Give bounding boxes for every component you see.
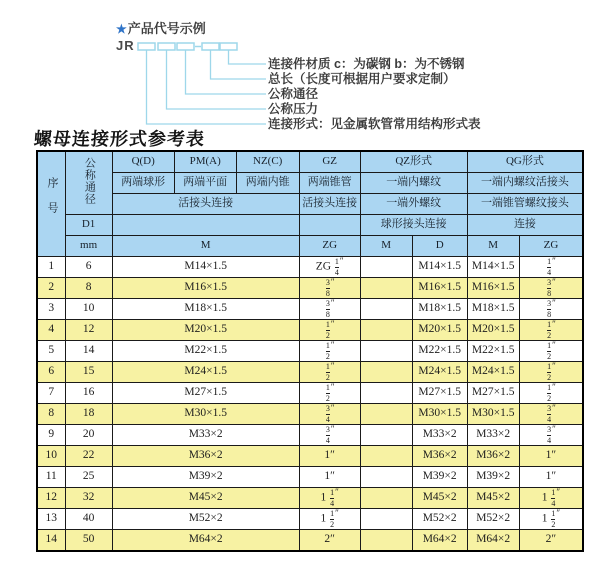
header-qg-zg: ZG <box>519 236 583 257</box>
table-row <box>37 530 583 552</box>
cell-dn: 6 <box>65 257 112 278</box>
cell-qg_m: M64×2 <box>467 530 519 552</box>
cell-m: M20×1.5 <box>112 320 299 341</box>
header-d1: D1 <box>65 215 112 236</box>
cell-gz: 1 $\frac{1}{4}$ ″ <box>299 488 360 509</box>
cell-m: M16×1.5 <box>112 278 299 299</box>
cell-qg_zg: 1 $\frac{1}{2}$ ″ <box>519 509 583 530</box>
table-row <box>37 383 583 404</box>
cell-seq: 6 <box>37 362 65 383</box>
cell-qg_m: M36×2 <box>467 446 519 467</box>
table-row <box>37 425 583 446</box>
cell-m: M33×2 <box>112 425 299 446</box>
cell-gz: $\frac{1}{2}$ ″ <box>299 320 360 341</box>
code-label-length: 总长（长度可根据用户要求定制） <box>268 72 456 86</box>
cell-qz_m <box>360 404 412 425</box>
header-pm-desc: 两端平面 <box>174 173 236 194</box>
header-qz-desc2: 一端外螺纹 <box>360 194 467 215</box>
cell-seq: 2 <box>37 278 65 299</box>
cell-gz: ZG $\frac{1}{4}$ ″ <box>299 257 360 278</box>
cell-qz_d: M30×1.5 <box>412 404 467 425</box>
cell-qz_m <box>360 362 412 383</box>
code-label-connection: 连接形式：见金属软管常用结构形式表 <box>268 117 481 131</box>
cell-qz_m <box>360 278 412 299</box>
fraction: $\frac{3}{8}$ <box>325 299 330 319</box>
cell-seq: 8 <box>37 404 65 425</box>
cell-m: M30×1.5 <box>112 404 299 425</box>
table-row <box>37 467 583 488</box>
header-qz-d: D <box>412 236 467 257</box>
header-dn <box>65 151 112 215</box>
cell-qg_m: M16×1.5 <box>467 278 519 299</box>
table-row <box>37 341 583 362</box>
table-row <box>37 404 583 425</box>
cell-m: M14×1.5 <box>112 257 299 278</box>
header-union-conn: 活接头连接 <box>112 194 299 215</box>
cell-qz_m <box>360 467 412 488</box>
cell-qg_zg: $\frac{1}{2}$ ″ <box>519 341 583 362</box>
cell-qg_zg: $\frac{1}{2}$ ″ <box>519 383 583 404</box>
table-row <box>37 488 583 509</box>
fraction: $\frac{3}{4}$ <box>325 404 330 424</box>
cell-qz_d: M64×2 <box>412 530 467 552</box>
cell-dn: 10 <box>65 299 112 320</box>
cell-dn: 14 <box>65 341 112 362</box>
header-qg-desc1: 一端内螺纹活接头 <box>467 173 583 194</box>
header-qg-conn: 连接 <box>467 215 583 236</box>
cell-dn: 16 <box>65 383 112 404</box>
header-nz-desc: 两端内锥 <box>236 173 299 194</box>
header-col-nz: NZ(C) <box>236 151 299 173</box>
cell-qg_zg: $\frac{3}{4}$ ″ <box>519 404 583 425</box>
diagram-heading <box>116 18 206 37</box>
cell-m: M27×1.5 <box>112 383 299 404</box>
fraction: $\frac{1}{2}$ <box>325 320 330 340</box>
cell-qg_m: M45×2 <box>467 488 519 509</box>
cell-qg_zg: $\frac{1}{2}$ ″ <box>519 362 583 383</box>
fraction: $\frac{1}{2}$ <box>325 383 330 403</box>
table-body <box>37 257 583 552</box>
cell-gz: $\frac{3}{8}$ ″ <box>299 299 360 320</box>
cell-qg_zg: $\frac{3}{8}$ ″ <box>519 278 583 299</box>
header-empty-mid <box>112 215 299 236</box>
cell-m: M22×1.5 <box>112 341 299 362</box>
cell-seq: 7 <box>37 383 65 404</box>
nut-connection-table <box>36 150 584 552</box>
fraction: $\frac{3}{8}$ <box>325 278 330 298</box>
cell-m: M64×2 <box>112 530 299 552</box>
cell-qg_m: M33×2 <box>467 425 519 446</box>
header-zg: ZG <box>299 236 360 257</box>
cell-seq: 1 <box>37 257 65 278</box>
fraction: $\frac{1}{4}$ <box>330 488 335 508</box>
fraction: $\frac{1}{2}$ <box>330 509 335 529</box>
header-col-q: Q(D) <box>112 151 174 173</box>
cell-dn: 18 <box>65 404 112 425</box>
cell-qg_zg: $\frac{3}{8}$ ″ <box>519 299 583 320</box>
cell-seq: 11 <box>37 467 65 488</box>
cell-m: M52×2 <box>112 509 299 530</box>
fraction: $\frac{3}{8}$ <box>547 278 552 298</box>
header-qg-m: M <box>467 236 519 257</box>
cell-dn: 40 <box>65 509 112 530</box>
fraction: $\frac{1}{4}$ <box>547 257 552 277</box>
cell-m: M18×1.5 <box>112 299 299 320</box>
product-code-diagram <box>0 0 600 140</box>
cell-seq: 12 <box>37 488 65 509</box>
cell-gz: 2″ <box>299 530 360 552</box>
header-mm: mm <box>65 236 112 257</box>
cell-qg_m: M14×1.5 <box>467 257 519 278</box>
header-q-desc: 两端球形 <box>112 173 174 194</box>
code-box-group <box>138 43 237 50</box>
cell-dn: 12 <box>65 320 112 341</box>
cell-m: M39×2 <box>112 467 299 488</box>
cell-gz: 1″ <box>299 446 360 467</box>
cell-dn: 32 <box>65 488 112 509</box>
cell-dn: 50 <box>65 530 112 552</box>
table-row <box>37 446 583 467</box>
header-gz-conn: 活接头连接 <box>299 194 360 215</box>
cell-gz: $\frac{1}{2}$ ″ <box>299 341 360 362</box>
cell-gz: $\frac{3}{4}$ ″ <box>299 425 360 446</box>
cell-qg_m: M30×1.5 <box>467 404 519 425</box>
cell-qz_d: M18×1.5 <box>412 299 467 320</box>
code-label-material: 连接件材质 c：为碳钢 b：为不锈钢 <box>268 57 465 71</box>
cell-qz_d: M14×1.5 <box>412 257 467 278</box>
cell-qz_d: M39×2 <box>412 467 467 488</box>
cell-qz_m <box>360 257 412 278</box>
code-box <box>202 43 219 50</box>
cell-seq: 5 <box>37 341 65 362</box>
cell-qg_m: M52×2 <box>467 509 519 530</box>
code-box <box>138 43 155 50</box>
header-qz-conn: 球形接头连接 <box>360 215 467 236</box>
table-row <box>37 320 583 341</box>
cell-gz: $\frac{3}{4}$ ″ <box>299 404 360 425</box>
fraction: $\frac{1}{2}$ <box>547 341 552 361</box>
cell-qz_d: M27×1.5 <box>412 383 467 404</box>
code-box <box>177 43 194 50</box>
code-label-pressure: 公称压力 <box>268 102 319 116</box>
cell-qz_d: M22×1.5 <box>412 341 467 362</box>
cell-qz_d: M36×2 <box>412 446 467 467</box>
cell-seq: 3 <box>37 299 65 320</box>
fraction: $\frac{1}{2}$ <box>547 362 552 382</box>
cell-qz_m <box>360 320 412 341</box>
cell-gz: $\frac{3}{8}$ ″ <box>299 278 360 299</box>
fraction: $\frac{1}{4}$ <box>551 488 556 508</box>
cell-seq: 4 <box>37 320 65 341</box>
cell-seq: 9 <box>37 425 65 446</box>
header-col-pm: PM(A) <box>174 151 236 173</box>
cell-qz_d: M24×1.5 <box>412 362 467 383</box>
cell-gz: $\frac{1}{2}$ ″ <box>299 362 360 383</box>
cell-qg_m: M18×1.5 <box>467 299 519 320</box>
table-row <box>37 278 583 299</box>
header-seq-label: 序号 <box>46 177 59 228</box>
table-header <box>37 151 583 257</box>
cell-qz_m <box>360 530 412 552</box>
table-title: 螺母连接形式参考表 <box>33 129 206 149</box>
cell-m: M36×2 <box>112 446 299 467</box>
cell-seq: 13 <box>37 509 65 530</box>
fraction: $\frac{3}{4}$ <box>325 425 330 445</box>
fraction: $\frac{1}{2}$ <box>551 509 556 529</box>
cell-qz_m <box>360 446 412 467</box>
cell-qg_zg: $\frac{1}{2}$ ″ <box>519 320 583 341</box>
cell-qz_m <box>360 488 412 509</box>
header-seq <box>37 151 65 257</box>
cell-qz_m <box>360 425 412 446</box>
cell-qg_zg: 1″ <box>519 446 583 467</box>
fraction: $\frac{3}{4}$ <box>547 404 552 424</box>
cell-gz: 1 $\frac{1}{2}$ ″ <box>299 509 360 530</box>
cell-qg_m: M39×2 <box>467 467 519 488</box>
header-empty-gz <box>299 215 360 236</box>
table-row <box>37 509 583 530</box>
cell-m: M24×1.5 <box>112 362 299 383</box>
cell-gz: $\frac{1}{2}$ ″ <box>299 383 360 404</box>
table-row <box>37 299 583 320</box>
cell-dn: 22 <box>65 446 112 467</box>
cell-qg_zg: 1 $\frac{1}{4}$ ″ <box>519 488 583 509</box>
cell-qg_zg: 2″ <box>519 530 583 552</box>
code-box <box>158 43 175 50</box>
header-qg-desc2: 一端锥管螺纹接头 <box>467 194 583 215</box>
header-qz-m: M <box>360 236 412 257</box>
code-box <box>220 43 237 50</box>
code-prefix: JR <box>116 38 135 53</box>
cell-qz_m <box>360 509 412 530</box>
star-icon: ★ <box>116 22 127 36</box>
cell-dn: 25 <box>65 467 112 488</box>
code-label-diameter: 公称通径 <box>268 87 319 101</box>
cell-qz_m <box>360 299 412 320</box>
fraction: $\frac{1}{2}$ <box>547 383 552 403</box>
cell-qg_zg: $\frac{1}{4}$ ″ <box>519 257 583 278</box>
cell-qz_m <box>360 383 412 404</box>
cell-qg_m: M27×1.5 <box>467 383 519 404</box>
cell-qg_m: M22×1.5 <box>467 341 519 362</box>
cell-seq: 14 <box>37 530 65 552</box>
cell-gz: 1″ <box>299 467 360 488</box>
fraction: $\frac{1}{4}$ <box>334 257 339 277</box>
cell-qz_d: M20×1.5 <box>412 320 467 341</box>
table-row <box>37 257 583 278</box>
cell-qg_m: M24×1.5 <box>467 362 519 383</box>
diagram-heading-text: 产品代号示例 <box>127 21 206 36</box>
cell-qg_zg: $\frac{3}{4}$ ″ <box>519 425 583 446</box>
cell-qz_d: M33×2 <box>412 425 467 446</box>
cell-qz_m <box>360 341 412 362</box>
header-dn-label: 公称通径 <box>83 157 96 206</box>
header-col-qg: QG形式 <box>467 151 583 173</box>
cell-seq: 10 <box>37 446 65 467</box>
cell-dn: 8 <box>65 278 112 299</box>
cell-qz_d: M45×2 <box>412 488 467 509</box>
header-col-gz: GZ <box>299 151 360 173</box>
connector-lines <box>147 50 267 124</box>
fraction: $\frac{1}{2}$ <box>325 341 330 361</box>
fraction: $\frac{3}{4}$ <box>547 425 552 445</box>
fraction: $\frac{1}{2}$ <box>547 320 552 340</box>
cell-qz_d: M52×2 <box>412 509 467 530</box>
cell-qg_m: M20×1.5 <box>467 320 519 341</box>
header-gz-desc: 两端锥管 <box>299 173 360 194</box>
cell-m: M45×2 <box>112 488 299 509</box>
cell-dn: 15 <box>65 362 112 383</box>
cell-dn: 20 <box>65 425 112 446</box>
header-qz-desc1: 一端内螺纹 <box>360 173 467 194</box>
header-col-qz: QZ形式 <box>360 151 467 173</box>
fraction: $\frac{3}{8}$ <box>547 299 552 319</box>
cell-qz_d: M16×1.5 <box>412 278 467 299</box>
header-m: M <box>112 236 299 257</box>
fraction: $\frac{1}{2}$ <box>325 362 330 382</box>
table-row <box>37 362 583 383</box>
cell-qg_zg: 1″ <box>519 467 583 488</box>
